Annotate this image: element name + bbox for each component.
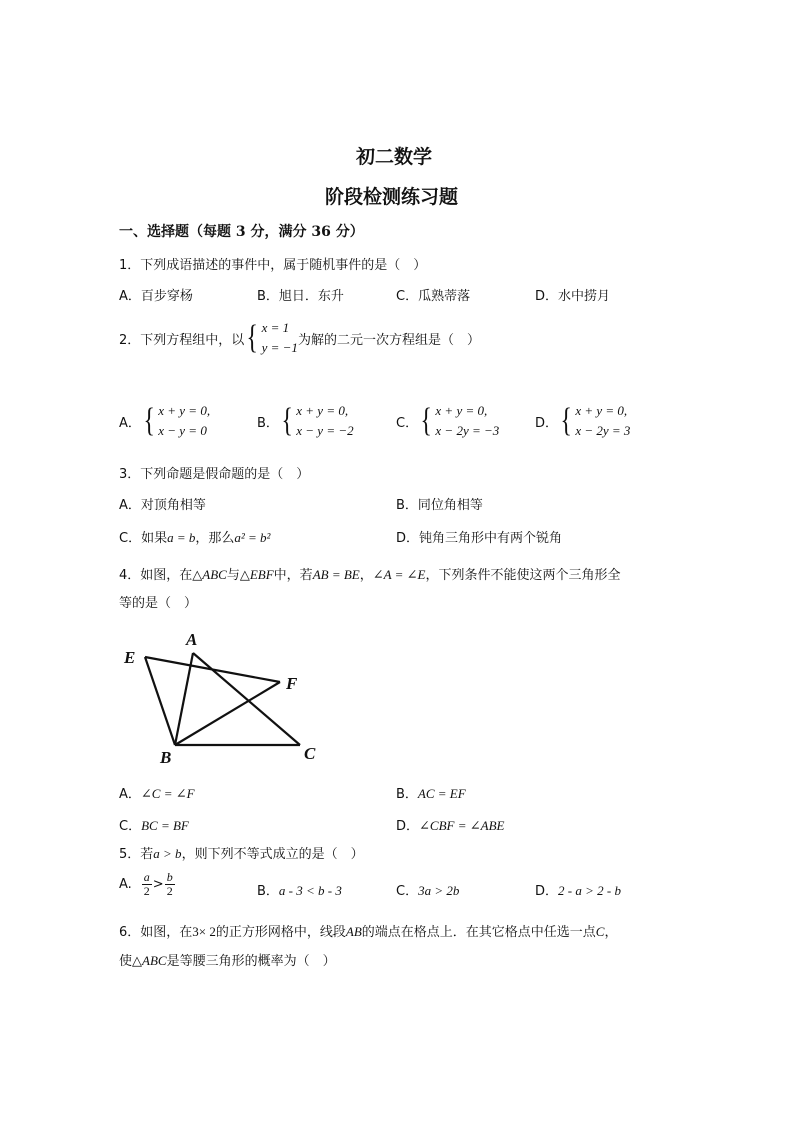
q6-post: ，: [604, 925, 618, 940]
q4-mid3: ，: [359, 568, 373, 583]
q4-mid2: 中，若: [273, 568, 313, 583]
page-title: 初二数学: [356, 146, 433, 168]
q4-math2: EBF: [249, 567, 274, 582]
q6-line2-pre: 使: [119, 954, 133, 969]
q4-a-math: ∠C = ∠F: [140, 786, 195, 801]
q4-pre: 4．如图，在: [119, 568, 193, 583]
q4-math1: △ABC: [192, 567, 227, 582]
q2-option-c-bottom: x − 2y = −3: [435, 423, 500, 438]
q6-math3: C: [595, 924, 605, 939]
q4-math4: ∠A = ∠E: [372, 567, 426, 582]
q3-option-a: A．对顶角相等: [119, 498, 206, 513]
q3-stem: 3．下列命题是假命题的是（ ）: [119, 467, 310, 482]
q5-option-b: [257, 880, 342, 899]
q2-option-b-system: [279, 401, 354, 441]
q2-solution-system: [244, 318, 298, 358]
label-b: B: [160, 748, 172, 767]
q1-stem: 1．下列成语描述的事件中，属于随机事件的是（ ）: [119, 258, 427, 273]
q2-option-d-label: D．: [535, 415, 559, 431]
q4-stem-line1: [119, 564, 620, 583]
q2-option-d: [535, 401, 630, 441]
q6-stem-line2: [119, 950, 336, 969]
q4-mid1: 与△: [226, 568, 250, 583]
q4-c-label: C．: [119, 819, 142, 834]
q5-a-num2: b: [166, 870, 173, 884]
q2-option-b: [257, 401, 354, 441]
q5-option-d: [535, 880, 621, 899]
q1-option-c: C．瓜熟蒂落: [396, 289, 471, 304]
q2-option-c: [396, 401, 499, 441]
q5-option-a: [119, 871, 175, 898]
q4-post: ，下列条件不能使这两个三角形全: [425, 568, 621, 583]
triangle-figure: [120, 625, 330, 770]
label-f: F: [286, 674, 298, 693]
q4-option-d: [396, 815, 504, 834]
q5-d-label: D．: [535, 884, 559, 899]
q2-option-d-system: [558, 401, 630, 441]
q6-stem-line1: [119, 921, 617, 940]
q2-option-b-top: x + y = 0,: [296, 403, 349, 418]
q3-option-d: D．钝角三角形中有两个锐角: [396, 531, 563, 546]
q6-math1: 3× 2: [192, 924, 216, 939]
label-e: E: [124, 648, 136, 667]
q5-a-num1: a: [143, 870, 150, 884]
q5-b-label: B．: [257, 884, 279, 899]
q5-stem: [119, 843, 364, 862]
q2-option-c-system: [418, 401, 499, 441]
q1-option-d: D．水中捞月: [535, 289, 611, 304]
q6-pre: 6．如图，在: [119, 925, 193, 940]
q4-d-label: D．: [396, 819, 420, 834]
q5-post: ，则下列不等式成立的是（ ）: [181, 847, 364, 862]
segment-eb: [145, 657, 175, 745]
brace-icon: {: [281, 402, 293, 439]
q1-option-b: B．旭日．东升: [257, 289, 344, 304]
q5-a-den2: 2: [166, 884, 173, 898]
q4-b-label: B．: [396, 787, 418, 802]
q5-a-op: >: [152, 877, 164, 892]
q2-option-d-top: x + y = 0,: [575, 403, 628, 418]
q6-line2-post: 是等腰三角形的概率为（ ）: [166, 954, 336, 969]
q2-sys-top: x = 1: [261, 320, 290, 335]
q2-option-d-bottom: x − 2y = 3: [575, 423, 631, 438]
q4-math3: AB = BE: [312, 567, 360, 582]
q6-math2: AB: [345, 924, 362, 939]
q6-mid2: 的端点在格点上．在其它格点中任选一点: [361, 925, 596, 940]
q5-option-c: [396, 880, 459, 899]
brace-icon: {: [560, 402, 572, 439]
q4-b-math: AC = EF: [417, 786, 466, 801]
q3-c-mid: ，那么: [195, 531, 235, 546]
q5-a-label: A.: [119, 877, 132, 892]
q5-a-den1: 2: [143, 884, 150, 898]
brace-icon: {: [143, 402, 155, 439]
section-heading: 一、选择题（每题 3 分，满分 36 分）: [119, 224, 364, 240]
q4-a-label: A．: [119, 787, 141, 802]
q2-option-a: [119, 401, 210, 441]
q2-stem: [119, 318, 480, 358]
q2-sys-bottom: y = −1: [261, 340, 298, 355]
q3-c-math2: a² = b²: [234, 530, 271, 545]
q2-suffix: 为解的二元一次方程组是（ ）: [297, 332, 480, 348]
q2-option-a-bottom: x − y = 0: [158, 423, 207, 438]
q2-prefix: 2．下列方程组中，以: [119, 332, 245, 348]
q5-c-math: 3a > 2b: [418, 883, 460, 898]
segment-ba: [175, 653, 193, 745]
label-a: A: [186, 630, 198, 649]
brace-icon: {: [246, 319, 259, 356]
label-c: C: [304, 744, 316, 763]
segment-ac: [193, 653, 300, 745]
q2-option-a-system: [141, 401, 210, 441]
q5-d-math: 2 - a > 2 - b: [558, 883, 621, 898]
q4-option-c: [119, 815, 189, 834]
q5-math: a > b: [153, 846, 182, 861]
q3-c-math1: a = b: [167, 530, 196, 545]
q6-line2-math: △ABC: [132, 953, 167, 968]
q3-option-b: B．同位角相等: [396, 498, 483, 513]
q2-option-b-bottom: x − y = −2: [296, 423, 354, 438]
q5-a-frac1: [142, 871, 152, 898]
brace-icon: {: [420, 402, 432, 439]
q4-c-math: BC = BF: [141, 818, 189, 833]
q5-c-label: C．: [396, 884, 419, 899]
q1-option-a: A．百步穿杨: [119, 289, 193, 304]
q2-option-c-top: x + y = 0,: [435, 403, 488, 418]
q2-option-a-label: A．: [119, 415, 141, 431]
page-subtitle: 阶段检测练习题: [325, 186, 459, 208]
q6-mid1: 的正方形网格中，线段: [215, 925, 346, 940]
q5-pre: 5．若: [119, 847, 154, 862]
q2-option-b-label: B．: [257, 415, 279, 431]
q5-a-frac2: [165, 871, 175, 898]
q2-option-c-label: C．: [396, 415, 419, 431]
q3-c-pre: C．如果: [119, 531, 168, 546]
q4-option-a: [119, 783, 195, 802]
q2-option-a-top: x + y = 0,: [158, 403, 211, 418]
q4-stem-line2: 等的是（ ）: [119, 596, 198, 611]
q3-option-c: [119, 527, 270, 546]
q5-b-math: a - 3 < b - 3: [278, 883, 342, 898]
q4-option-b: [396, 783, 466, 802]
q4-d-math: ∠CBF = ∠ABE: [419, 818, 505, 833]
